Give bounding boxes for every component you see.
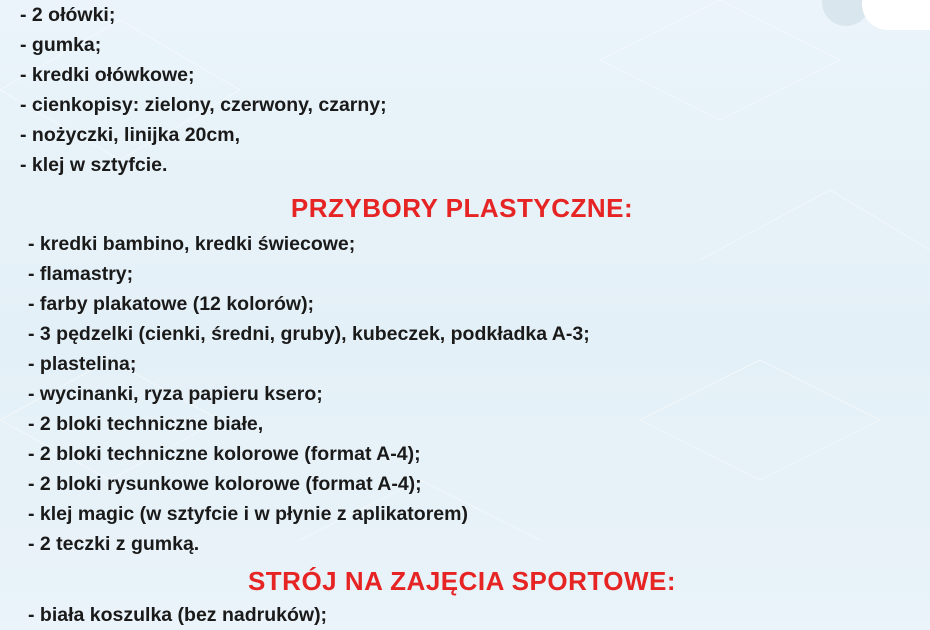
list-item: - flamastry; (28, 263, 134, 285)
list-item: - nożyczki, linijka 20cm, (20, 124, 241, 146)
list-item: - kredki bambino, kredki świecowe; (28, 233, 356, 255)
list-item: - wycinanki, ryza papieru ksero; (28, 383, 323, 405)
list-item: - biała koszulka (bez nadruków); (28, 604, 328, 626)
list-item: - 2 ołówki; (20, 4, 116, 26)
list-item: - 2 bloki techniczne białe, (28, 413, 264, 435)
art-supplies-list (28, 229, 590, 559)
list-item: - 2 teczki z gumką. (28, 533, 200, 555)
sport-outfit-heading: STRÓJ NA ZAJĘCIA SPORTOWE: (247, 566, 677, 596)
cloud-decoration-right (862, 0, 930, 30)
list-item: - cienkopisy: zielony, czerwony, czarny; (20, 94, 387, 116)
list-item: - plastelina; (28, 353, 137, 375)
list-item: - 3 pędzelki (cienki, średni, gruby), kubeczek, podkładka A-3; (28, 323, 590, 345)
art-supplies-heading: PRZYBORY PLASTYCZNE: (290, 193, 634, 223)
list-item: - gumka; (20, 34, 102, 56)
list-item: - klej w sztyfcie. (20, 154, 168, 176)
list-item: - farby plakatowe (12 kolorów); (28, 293, 315, 315)
list-item: - kredki ołówkowe; (20, 64, 195, 86)
list-item: - 2 bloki techniczne kolorowe (format A-4); (28, 443, 421, 465)
list-item: - klej magic (w sztyfcie i w płynie z aplikatorem) (28, 503, 468, 525)
cloud-decoration-left (822, 0, 870, 26)
basic-supplies-list (20, 0, 387, 180)
sport-outfit-list (28, 600, 327, 630)
list-item: - 2 bloki rysunkowe kolorowe (format A-4); (28, 473, 422, 495)
